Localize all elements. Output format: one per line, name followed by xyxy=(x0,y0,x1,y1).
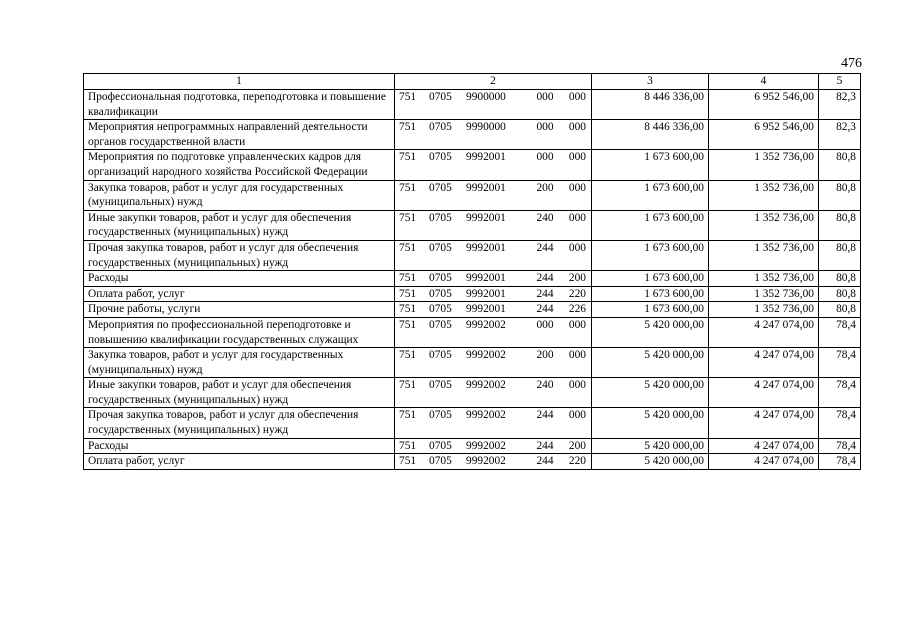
row-code xyxy=(395,120,592,150)
row-code xyxy=(395,317,592,347)
table-body xyxy=(84,90,861,470)
code-expense: 244 xyxy=(536,287,554,300)
row-name: Прочая закупка товаров, работ и услуг для обеспечения государственных (муниципальных) нужд xyxy=(84,408,395,438)
row-col3: 1 673 600,00 xyxy=(592,271,709,287)
row-col3: 5 420 000,00 xyxy=(592,348,709,378)
code-section: 0705 xyxy=(429,455,452,468)
row-col3: 5 420 000,00 xyxy=(592,317,709,347)
row-col3: 1 673 600,00 xyxy=(592,302,709,318)
column-header: 1 xyxy=(84,74,395,90)
code-expense: 244 xyxy=(536,303,554,316)
code-section: 0705 xyxy=(429,241,452,254)
row-col5: 80,8 xyxy=(819,302,861,318)
row-col4: 1 352 736,00 xyxy=(709,210,819,240)
row-code xyxy=(395,286,592,302)
code-target: 9992001 xyxy=(466,181,506,194)
code-target: 9992001 xyxy=(466,272,506,285)
row-code xyxy=(395,408,592,438)
row-col5: 78,4 xyxy=(819,317,861,347)
row-col4: 1 352 736,00 xyxy=(709,271,819,287)
code-target: 9992001 xyxy=(466,241,506,254)
code-expense: 200 xyxy=(536,349,554,362)
code-section: 0705 xyxy=(429,379,452,392)
row-col5: 80,8 xyxy=(819,180,861,210)
row-col4: 1 352 736,00 xyxy=(709,150,819,180)
row-name: Расходы xyxy=(84,271,395,287)
row-name: Прочие работы, услуги xyxy=(84,302,395,318)
row-code xyxy=(395,378,592,408)
code-kosgu: 000 xyxy=(568,349,586,362)
row-name: Расходы xyxy=(84,438,395,454)
row-col3: 8 446 336,00 xyxy=(592,90,709,120)
code-expense: 000 xyxy=(536,318,554,331)
table-row xyxy=(84,271,861,287)
code-admin: 751 xyxy=(399,409,417,422)
row-col5: 78,4 xyxy=(819,378,861,408)
code-expense: 240 xyxy=(536,379,554,392)
table-row xyxy=(84,90,861,120)
code-kosgu: 000 xyxy=(568,181,586,194)
row-name: Иные закупки товаров, работ и услуг для обеспечения государственных (муниципальных) нужд xyxy=(84,210,395,240)
code-target: 9992002 xyxy=(466,379,506,392)
code-section: 0705 xyxy=(429,303,452,316)
code-admin: 751 xyxy=(399,455,417,468)
code-expense: 200 xyxy=(536,181,554,194)
code-section: 0705 xyxy=(429,181,452,194)
row-name: Закупка товаров, работ и услуг для государственных (муниципальных) нужд xyxy=(84,348,395,378)
code-kosgu: 220 xyxy=(568,455,586,468)
table-row xyxy=(84,408,861,438)
row-code xyxy=(395,302,592,318)
column-header: 4 xyxy=(709,74,819,90)
code-target: 9992002 xyxy=(466,318,506,331)
row-col4: 6 952 546,00 xyxy=(709,90,819,120)
row-name: Закупка товаров, работ и услуг для государственных (муниципальных) нужд xyxy=(84,180,395,210)
code-target: 9992001 xyxy=(466,211,506,224)
row-col3: 1 673 600,00 xyxy=(592,150,709,180)
code-kosgu: 000 xyxy=(568,409,586,422)
row-col5: 82,3 xyxy=(819,90,861,120)
row-col3: 1 673 600,00 xyxy=(592,180,709,210)
row-col3: 5 420 000,00 xyxy=(592,438,709,454)
row-col5: 80,8 xyxy=(819,240,861,270)
row-col5: 80,8 xyxy=(819,271,861,287)
row-col3: 1 673 600,00 xyxy=(592,240,709,270)
table-row xyxy=(84,180,861,210)
code-kosgu: 000 xyxy=(568,121,586,134)
code-kosgu: 200 xyxy=(568,272,586,285)
code-kosgu: 000 xyxy=(568,151,586,164)
code-target: 9990000 xyxy=(466,121,506,134)
row-col5: 82,3 xyxy=(819,120,861,150)
code-target: 9992002 xyxy=(466,409,506,422)
code-target: 9992001 xyxy=(466,287,506,300)
row-name: Иные закупки товаров, работ и услуг для обеспечения государственных (муниципальных) нужд xyxy=(84,378,395,408)
code-admin: 751 xyxy=(399,349,417,362)
row-name: Прочая закупка товаров, работ и услуг для обеспечения государственных (муниципальных) нужд xyxy=(84,240,395,270)
row-code xyxy=(395,438,592,454)
row-col3: 5 420 000,00 xyxy=(592,454,709,470)
row-col5: 78,4 xyxy=(819,348,861,378)
code-admin: 751 xyxy=(399,91,417,103)
code-section: 0705 xyxy=(429,287,452,300)
code-section: 0705 xyxy=(429,409,452,422)
code-kosgu: 220 xyxy=(568,287,586,300)
row-code xyxy=(395,90,592,120)
code-kosgu: 000 xyxy=(568,379,586,392)
table-row xyxy=(84,348,861,378)
code-admin: 751 xyxy=(399,151,417,164)
row-col4: 1 352 736,00 xyxy=(709,240,819,270)
code-section: 0705 xyxy=(429,318,452,331)
table-row xyxy=(84,210,861,240)
budget-table xyxy=(83,73,861,470)
code-kosgu: 200 xyxy=(568,439,586,452)
row-col3: 8 446 336,00 xyxy=(592,120,709,150)
code-admin: 751 xyxy=(399,439,417,452)
row-col4: 4 247 074,00 xyxy=(709,454,819,470)
row-col4: 1 352 736,00 xyxy=(709,302,819,318)
row-col5: 80,8 xyxy=(819,286,861,302)
column-header: 3 xyxy=(592,74,709,90)
row-name: Оплата работ, услуг xyxy=(84,454,395,470)
row-code xyxy=(395,271,592,287)
row-col4: 1 352 736,00 xyxy=(709,286,819,302)
code-kosgu: 000 xyxy=(568,241,586,254)
row-col3: 1 673 600,00 xyxy=(592,286,709,302)
row-col4: 4 247 074,00 xyxy=(709,438,819,454)
table-row xyxy=(84,438,861,454)
row-col3: 5 420 000,00 xyxy=(592,378,709,408)
code-expense: 244 xyxy=(536,272,554,285)
code-admin: 751 xyxy=(399,272,417,285)
row-col5: 80,8 xyxy=(819,210,861,240)
code-admin: 751 xyxy=(399,379,417,392)
row-name: Мероприятия по подготовке управленческих кадров для организаций народного хозяйства Российской Федерации xyxy=(84,150,395,180)
table-row xyxy=(84,150,861,180)
code-target: 9992002 xyxy=(466,349,506,362)
code-admin: 751 xyxy=(399,181,417,194)
code-section: 0705 xyxy=(429,272,452,285)
code-admin: 751 xyxy=(399,121,417,134)
row-col5: 78,4 xyxy=(819,454,861,470)
code-section: 0705 xyxy=(429,439,452,452)
row-code xyxy=(395,210,592,240)
code-admin: 751 xyxy=(399,303,417,316)
row-col4: 1 352 736,00 xyxy=(709,180,819,210)
row-name: Профессиональная подготовка, переподготовка и повышение квалификации xyxy=(84,90,395,120)
table-row xyxy=(84,302,861,318)
code-expense: 244 xyxy=(536,439,554,452)
row-col4: 4 247 074,00 xyxy=(709,348,819,378)
table-row xyxy=(84,240,861,270)
code-admin: 751 xyxy=(399,211,417,224)
row-name: Оплата работ, услуг xyxy=(84,286,395,302)
row-col3: 5 420 000,00 xyxy=(592,408,709,438)
code-target: 9992002 xyxy=(466,455,506,468)
table-row xyxy=(84,120,861,150)
code-target: 9992001 xyxy=(466,151,506,164)
row-col4: 4 247 074,00 xyxy=(709,378,819,408)
row-code xyxy=(395,454,592,470)
code-expense: 240 xyxy=(536,211,554,224)
code-section: 0705 xyxy=(429,211,452,224)
code-kosgu: 000 xyxy=(568,91,586,103)
code-section: 0705 xyxy=(429,121,452,134)
row-code xyxy=(395,240,592,270)
column-header: 5 xyxy=(819,74,861,90)
code-section: 0705 xyxy=(429,91,452,103)
code-expense: 244 xyxy=(536,241,554,254)
code-section: 0705 xyxy=(429,349,452,362)
row-name: Мероприятия по профессиональной переподготовке и повышению квалификации государственных служащих xyxy=(84,317,395,347)
code-admin: 751 xyxy=(399,287,417,300)
page-number: 476 xyxy=(841,56,862,71)
code-admin: 751 xyxy=(399,241,417,254)
row-name: Мероприятия непрограммных направлений деятельности органов государственной власти xyxy=(84,120,395,150)
code-kosgu: 226 xyxy=(568,303,586,316)
row-col4: 6 952 546,00 xyxy=(709,120,819,150)
code-expense: 244 xyxy=(536,409,554,422)
table-row xyxy=(84,317,861,347)
row-code xyxy=(395,180,592,210)
code-kosgu: 000 xyxy=(568,211,586,224)
header-row xyxy=(84,74,861,90)
column-header: 2 xyxy=(395,74,592,90)
table-row xyxy=(84,378,861,408)
code-kosgu: 000 xyxy=(568,318,586,331)
row-code xyxy=(395,150,592,180)
row-col4: 4 247 074,00 xyxy=(709,408,819,438)
row-code xyxy=(395,348,592,378)
row-col3: 1 673 600,00 xyxy=(592,210,709,240)
code-target: 9992002 xyxy=(466,439,506,452)
table-row xyxy=(84,286,861,302)
code-expense: 244 xyxy=(536,455,554,468)
row-col5: 78,4 xyxy=(819,438,861,454)
code-expense: 000 xyxy=(536,151,554,164)
row-col5: 80,8 xyxy=(819,150,861,180)
code-admin: 751 xyxy=(399,318,417,331)
code-target: 9992001 xyxy=(466,303,506,316)
table-row xyxy=(84,454,861,470)
code-section: 0705 xyxy=(429,151,452,164)
code-expense: 000 xyxy=(536,91,554,103)
code-expense: 000 xyxy=(536,121,554,134)
code-target: 9900000 xyxy=(466,91,506,103)
row-col5: 78,4 xyxy=(819,408,861,438)
row-col4: 4 247 074,00 xyxy=(709,317,819,347)
